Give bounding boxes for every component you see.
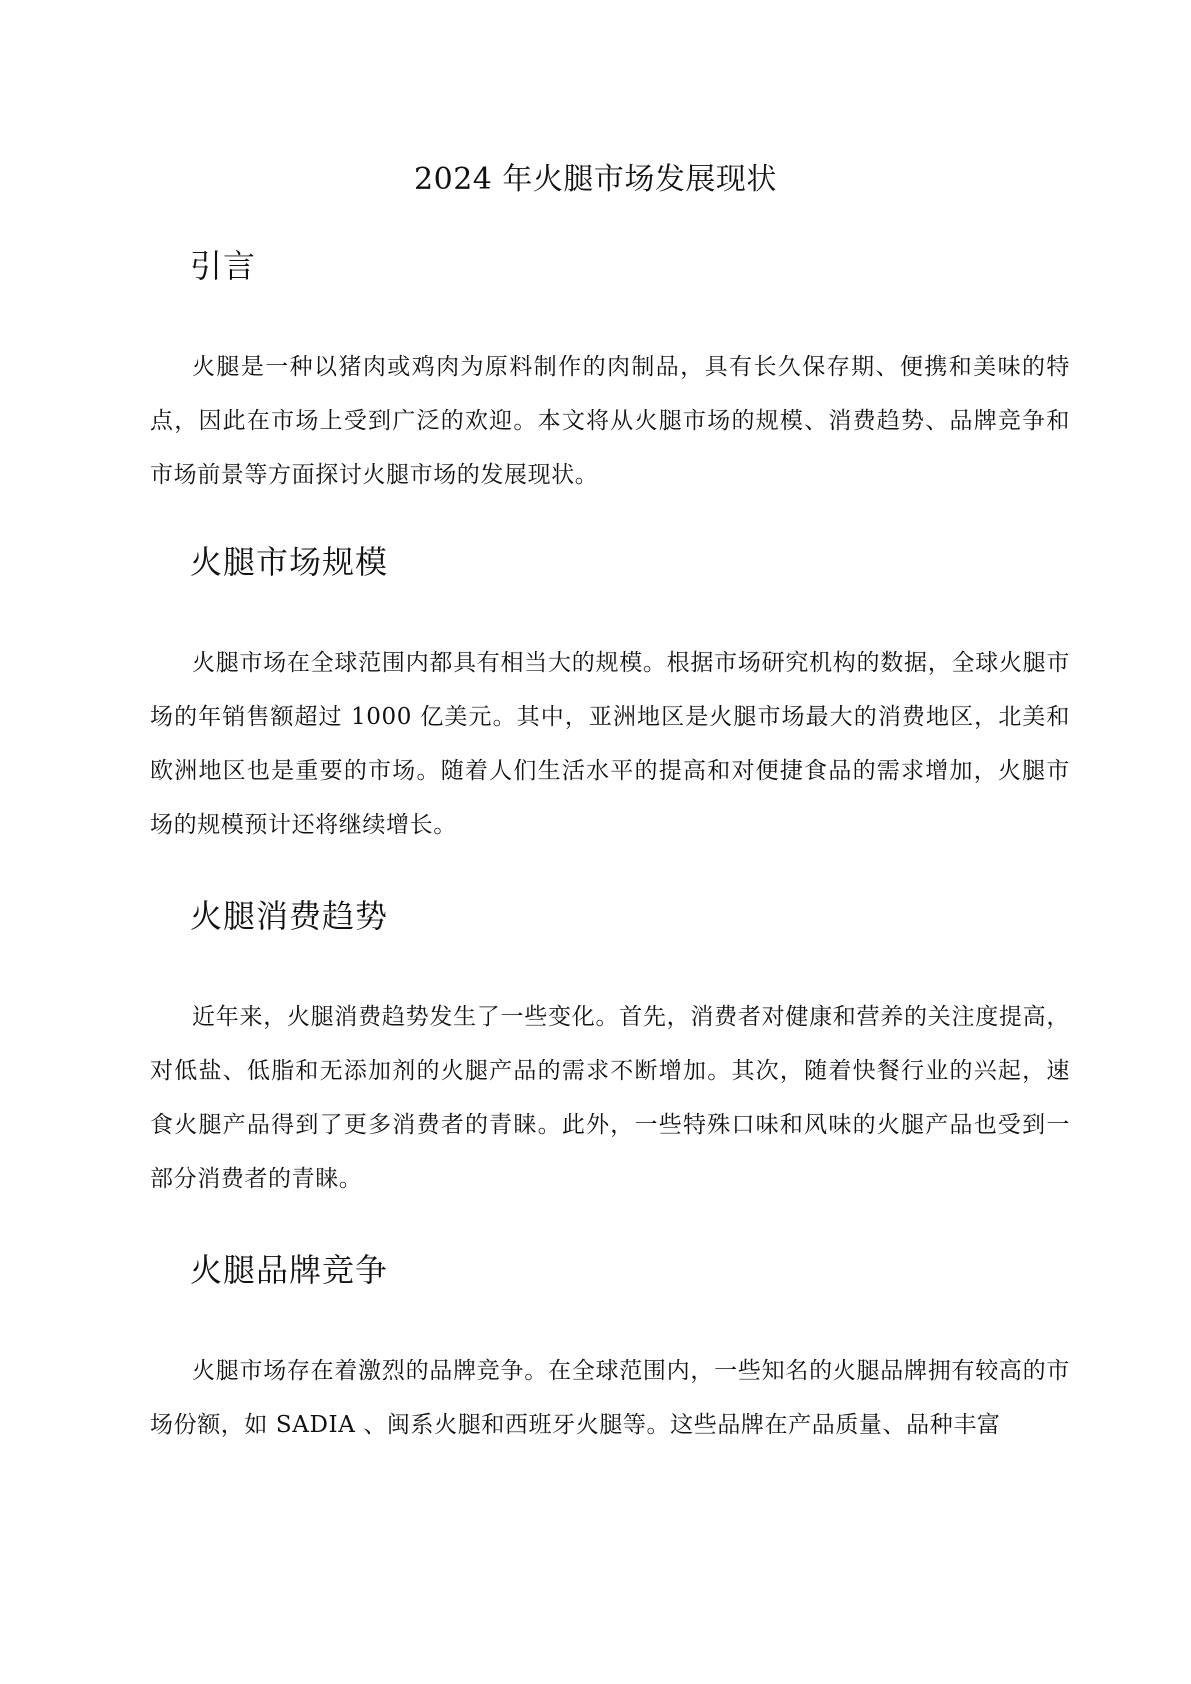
section-paragraph-brand-competition: 火腿市场存在着激烈的品牌竞争。在全球范围内，一些知名的火腿品牌拥有较高的市场份额，如 SADIA 、闽系火腿和西班牙火腿等。这些品牌在产品质量、品种丰富: [150, 1358, 1070, 1438]
section-paragraph-consumption-trends: 近年来，火腿消费趋势发生了一些变化。首先，消费者对健康和营养的关注度提高，对低盐、低脂和无添加剂的火腿产品的需求不断增加。其次，随着快餐行业的兴起，速食火腿产品得到了更多消费者的青睐。此外，一些特殊口味和风味的火腿产品也受到一部分消费者的青睐。: [150, 1004, 1070, 1192]
section-heading-consumption-trends: 火腿消费趋势: [190, 897, 389, 935]
document-title: 2024 年火腿市场发展现状: [414, 162, 777, 197]
section-heading-market-size: 火腿市场规模: [190, 543, 389, 581]
section-paragraph-introduction: 火腿是一种以猪肉或鸡肉为原料制作的肉制品，具有长久保存期、便携和美味的特点，因此在市场上受到广泛的欢迎。本文将从火腿市场的规模、消费趋势、品牌竞争和市场前景等方面探讨火腿市场的发展现状。: [150, 354, 1070, 488]
section-heading-brand-competition: 火腿品牌竞争: [190, 1251, 389, 1289]
section-paragraph-market-size: 火腿市场在全球范围内都具有相当大的规模。根据市场研究机构的数据，全球火腿市场的年销售额超过 1000 亿美元。其中，亚洲地区是火腿市场最大的消费地区，北美和欧洲地区也是重要的市场。随着人们生活水平的提高和对便捷食品的需求增加，火腿市场的规模预计还将继续增长。: [150, 650, 1070, 838]
section-heading-introduction: 引言: [190, 247, 257, 285]
